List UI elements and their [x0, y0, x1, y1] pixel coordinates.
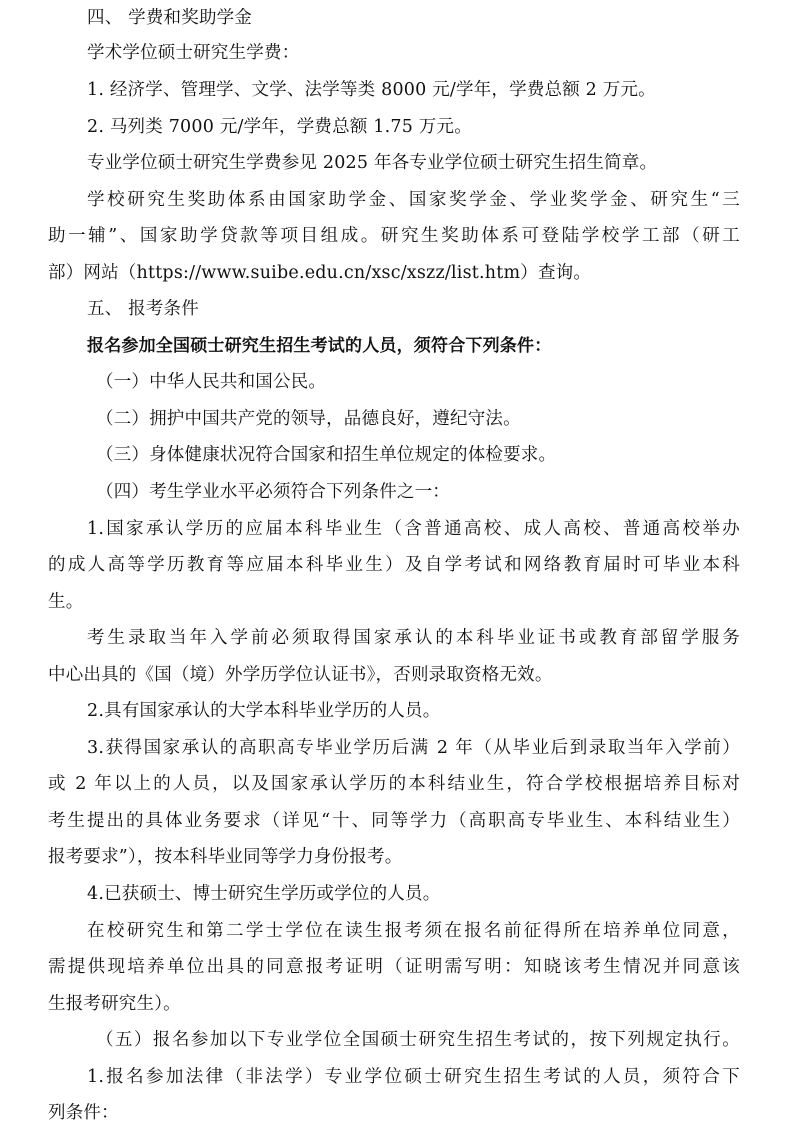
- paragraph: 列条件：: [48, 1103, 119, 1123]
- condition-item: （二）拥护中国共产党的领导，品德良好，遵纪守法。: [96, 409, 521, 429]
- paragraph: 考生录取当年入学前必须取得国家承认的本科毕业证书或教育部留学服务: [87, 628, 740, 648]
- paragraph: 3.获得国家承认的高职高专毕业学历后满 2 年（从毕业后到录取当年入学前）: [87, 738, 740, 758]
- paragraph: 的成人高等学历教育等应届本科毕业生）及自学考试和网络教育届时可毕业本科: [48, 555, 740, 575]
- condition-item: （四）考生学业水平必须符合下列条件之一：: [96, 482, 450, 502]
- condition-item: （一）中华人民共和国公民。: [96, 372, 327, 392]
- paragraph: 学术学位硕士研究生学费：: [87, 43, 300, 63]
- paragraph: 助一辅”、国家助学贷款等项目组成。研究生奖助体系可登陆学校学工部（研工: [48, 226, 740, 246]
- paragraph: 部）网站（https://www.suibe.edu.cn/xsc/xszz/list.htm）查询。: [48, 263, 592, 283]
- paragraph: 1.国家承认学历的应届本科毕业生（含普通高校、成人高校、普通高校举办: [87, 519, 740, 539]
- paragraph: 考生提出的具体业务要求（详见“十、同等学力（高职高专毕业生、本科结业生）: [48, 811, 740, 831]
- paragraph: 中心出具的《国（境）外学历学位认证书》，否则录取资格无效。: [48, 665, 553, 685]
- paragraph: 2. 马列类 7000 元/学年，学费总额 1.75 万元。: [87, 117, 472, 137]
- paragraph: 生。: [48, 592, 84, 612]
- paragraph: 需提供现培养单位出具的同意报考证明（证明需写明：知晓该考生情况并同意该: [48, 957, 740, 977]
- paragraph: 4.已获硕士、博士研究生学历或学位的人员。: [87, 884, 441, 904]
- condition-item: （五）报名参加以下专业学位全国硕士研究生招生考试的，按下列规定执行。: [96, 1030, 740, 1050]
- paragraph: 或 2 年以上的人员，以及国家承认学历的本科结业生，符合学校根据培养目标对: [48, 774, 740, 794]
- condition-item: （三）身体健康状况符合国家和招生单位规定的体检要求。: [96, 445, 557, 465]
- paragraph: 生报考研究生）。: [48, 994, 181, 1014]
- section-5-heading: 五、 报考条件: [87, 299, 199, 319]
- paragraph: 2.具有国家承认的大学本科毕业学历的人员。: [87, 701, 441, 721]
- paragraph: 1.报名参加法律（非法学）专业学位硕士研究生招生考试的人员，须符合下: [87, 1067, 740, 1087]
- section-4-heading: 四、 学费和奖助学金: [87, 8, 253, 28]
- paragraph: 在校研究生和第二学士学位在读生报考须在报名前征得所在培养单位同意，: [87, 921, 740, 941]
- paragraph: 专业学位硕士研究生学费参见 2025 年各专业学位硕士研究生招生简章。: [87, 153, 658, 173]
- paragraph: 1. 经济学、管理学、文学、法学等类 8000 元/学年，学费总额 2 万元。: [87, 80, 656, 100]
- bold-intro: 报名参加全国硕士研究生招生考试的人员，须符合下列条件：: [87, 336, 552, 356]
- paragraph: 学校研究生奖助体系由国家助学金、国家奖学金、学业奖学金、研究生“三: [87, 190, 740, 210]
- paragraph: 报考要求”），按本科毕业同等学力身份报考。: [48, 847, 403, 867]
